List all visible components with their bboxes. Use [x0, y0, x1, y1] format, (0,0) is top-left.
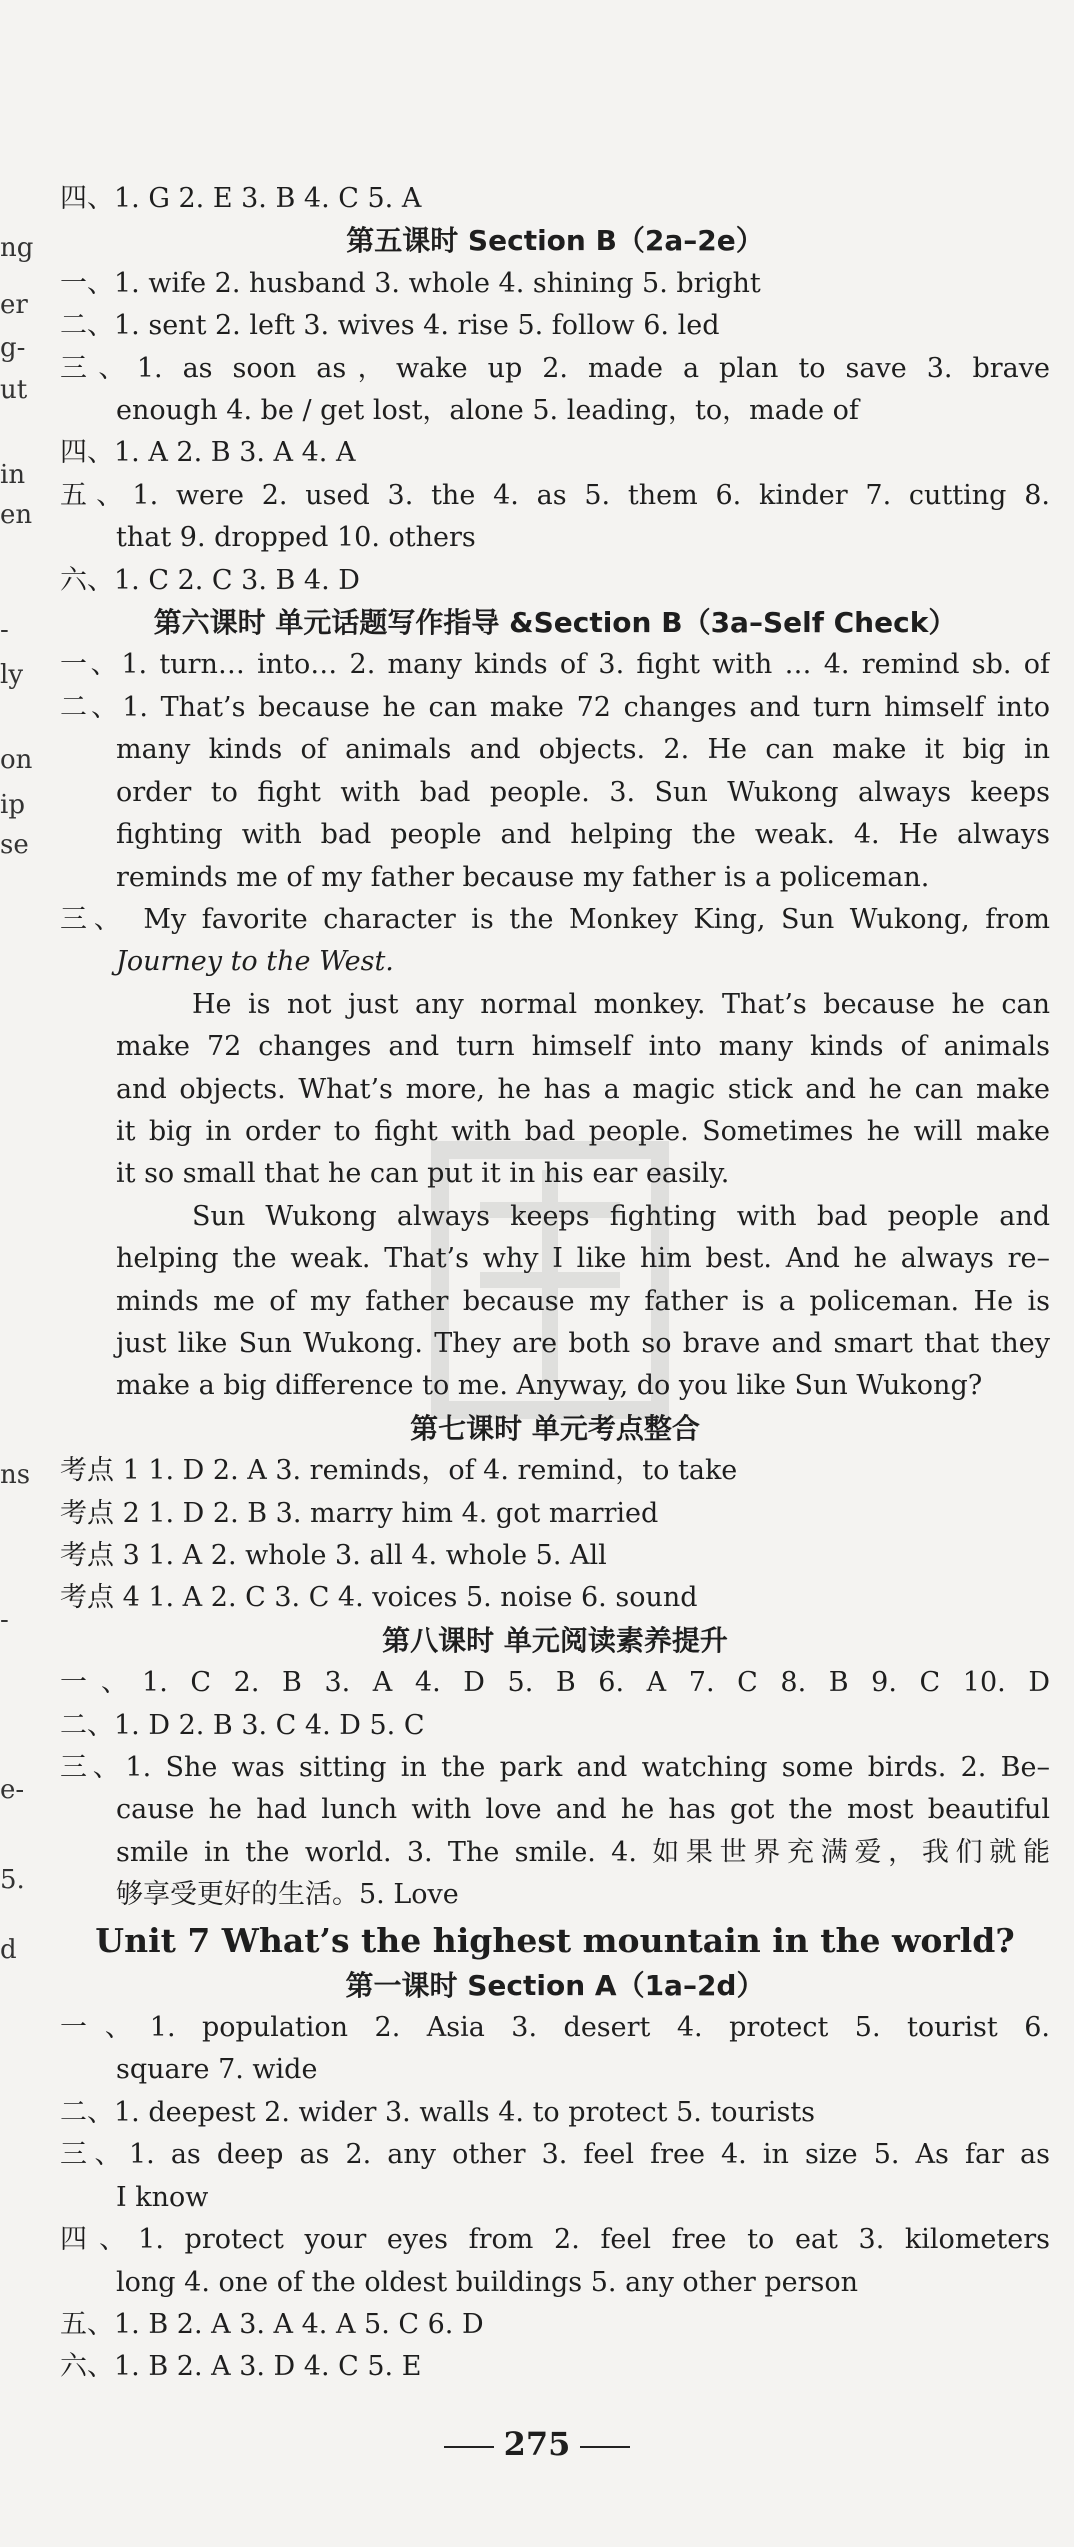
answer-line: 二、1. sent 2. left 3. wives 4. rise 5. follow 6. led: [60, 310, 720, 342]
answer-line: enough 4. be / get lost，alone 5. leading，to，made of: [116, 395, 859, 427]
section-heading: 第一课时 Section A（1a–2d）: [345, 1968, 765, 2002]
answer-line: 一、1. wife 2. husband 3. whole 4. shining 5. bright: [60, 267, 761, 299]
answer-line: 四、1. protect your eyes from 2. feel free to eat 3. kilometers: [60, 2224, 1050, 2256]
answer-line: 考点 2 1. D 2. B 3. marry him 4. got married: [60, 1497, 659, 1529]
answer-line: square 7. wide: [116, 2054, 318, 2086]
answer-line: He is not just any normal monkey. That’s because he can: [192, 988, 1050, 1020]
answer-line: 考点 1 1. D 2. A 3. reminds，of 4. remind，to take: [60, 1455, 738, 1487]
edge-fragment: e-: [0, 1775, 25, 1805]
edge-fragment: -: [0, 1605, 9, 1635]
answer-content: [60, 178, 1050, 2389]
answer-line: 六、1. C 2. C 3. B 4. D: [60, 564, 360, 596]
answer-line: make a big difference to me. Anyway, do you like Sun Wukong?: [116, 1370, 983, 1402]
answer-line: 考点 3 1. A 2. whole 3. all 4. whole 5. All: [60, 1540, 607, 1571]
answer-line: 一、1. turn… into… 2. many kinds of 3. fight with … 4. remind sb. of: [60, 649, 1050, 681]
answer-line: fighting with bad people and helping the weak. 4. He always: [116, 819, 1050, 851]
answer-line: 二、1. That’s because he can make 72 changes and turn himself into: [60, 691, 1050, 723]
answer-line: it so small that he can put it in his ear easily.: [116, 1158, 730, 1190]
page-number-rule-left: [444, 2446, 494, 2448]
answer-line: make 72 changes and turn himself into many kinds of animals: [116, 1031, 1050, 1063]
answer-line: cause he had lunch with love and he has got the most beautiful: [116, 1794, 1050, 1826]
answer-line: order to fight with bad people. 3. Sun Wukong always keeps: [116, 776, 1050, 808]
edge-fragment: en: [0, 500, 33, 530]
edge-fragment: in: [0, 460, 26, 490]
answer-line: it big in order to fight with bad people. Sometimes he will make: [116, 1115, 1050, 1147]
answer-line: 六、1. B 2. A 3. D 4. C 5. E: [60, 2351, 422, 2383]
answer-line: that 9. dropped 10. others: [116, 522, 476, 554]
answer-line: 四、1. G 2. E 3. B 4. C 5. A: [60, 183, 422, 214]
answer-line: 三、 My favorite character is the Monkey King, Sun Wukong, from: [60, 903, 1050, 935]
answer-line: minds me of my father because my father is a policeman. He is: [116, 1285, 1050, 1317]
answer-line: 二、1. deepest 2. wider 3. walls 4. to protect 5. tourists: [60, 2096, 816, 2128]
section-heading: 第八课时 单元阅读素养提升: [382, 1623, 728, 1657]
edge-fragment: ip: [0, 790, 25, 820]
answer-line: 三、1. as soon as，wake up 2. made a plan to save 3. brave: [60, 352, 1050, 384]
answer-line: 五、1. were 2. used 3. the 4. as 5. them 6. kinder 7. cutting 8.: [60, 479, 1050, 511]
answer-line: 一、1. population 2. Asia 3. desert 4. protect 5. tourist 6.: [60, 2012, 1050, 2044]
page-number-rule-right: [580, 2446, 630, 2448]
page-number: [0, 2425, 1074, 2463]
answer-line: 四、1. A 2. B 3. A 4. A: [60, 437, 356, 469]
answer-line: 一、1. C 2. B 3. A 4. D 5. B 6. A 7. C 8. B 9. C 10. D: [60, 1667, 1050, 1699]
edge-fragment: 5.: [0, 1865, 25, 1895]
section-heading: 第六课时 单元话题写作指导 &Section B（3a–Self Check）: [153, 606, 957, 640]
answer-line: 五、1. B 2. A 3. A 4. A 5. C 6. D: [60, 2308, 484, 2340]
answer-line: helping the weak. That’s why I like him best. And he always re–: [116, 1243, 1050, 1275]
answer-line: just like Sun Wukong. They are both so brave and smart that they: [116, 1327, 1050, 1359]
unit-title: Unit 7 What’s the highest mountain in the world?: [95, 1920, 1015, 1960]
answer-line: 三、1. as deep as 2. any other 3. feel free 4. in size 5. As far as: [60, 2139, 1050, 2171]
answer-line: 考点 4 1. A 2. C 3. C 4. voices 5. noise 6. sound: [60, 1582, 698, 1614]
answer-line: 三、1. She was sitting in the park and watching some birds. 2. Be–: [60, 1752, 1050, 1784]
answer-line: long 4. one of the oldest buildings 5. any other person: [116, 2266, 859, 2298]
section-heading: 第五课时 Section B（2a–2e）: [346, 224, 764, 258]
edge-fragment: ut: [0, 375, 28, 405]
edge-fragment: g-: [0, 333, 26, 363]
page-number-text: 275: [503, 2425, 571, 2463]
answer-line: many kinds of animals and objects. 2. He can make it big in: [116, 734, 1050, 766]
answer-line: and objects. What’s more, he has a magic stick and he can make: [116, 1073, 1050, 1105]
answer-line: 二、1. D 2. B 3. C 4. D 5. C: [60, 1709, 425, 1741]
answer-line: Sun Wukong always keeps fighting with bad people and: [192, 1200, 1050, 1232]
answer-line: smile in the world. 3. The smile. 4. 如果世界充满爱，我们就能: [116, 1836, 1050, 1868]
answer-line: I know: [116, 2181, 209, 2213]
answer-line: reminds me of my father because my father is a policeman.: [116, 861, 930, 893]
answer-line: 够享受更好的生活。5. Love: [116, 1879, 459, 1911]
section-heading: 第七课时 单元考点整合: [410, 1411, 700, 1445]
edge-fragment: ns: [0, 1460, 31, 1490]
edge-fragment: ly: [0, 660, 24, 690]
edge-fragment: -: [0, 615, 9, 645]
left-edge-cut-text: [0, 0, 34, 2547]
edge-fragment: d: [0, 1935, 17, 1965]
edge-fragment: ng: [0, 233, 34, 263]
answer-line: Journey to the West.: [116, 946, 394, 978]
edge-fragment: se: [0, 830, 29, 860]
edge-fragment: on: [0, 745, 33, 775]
edge-fragment: er: [0, 290, 28, 320]
